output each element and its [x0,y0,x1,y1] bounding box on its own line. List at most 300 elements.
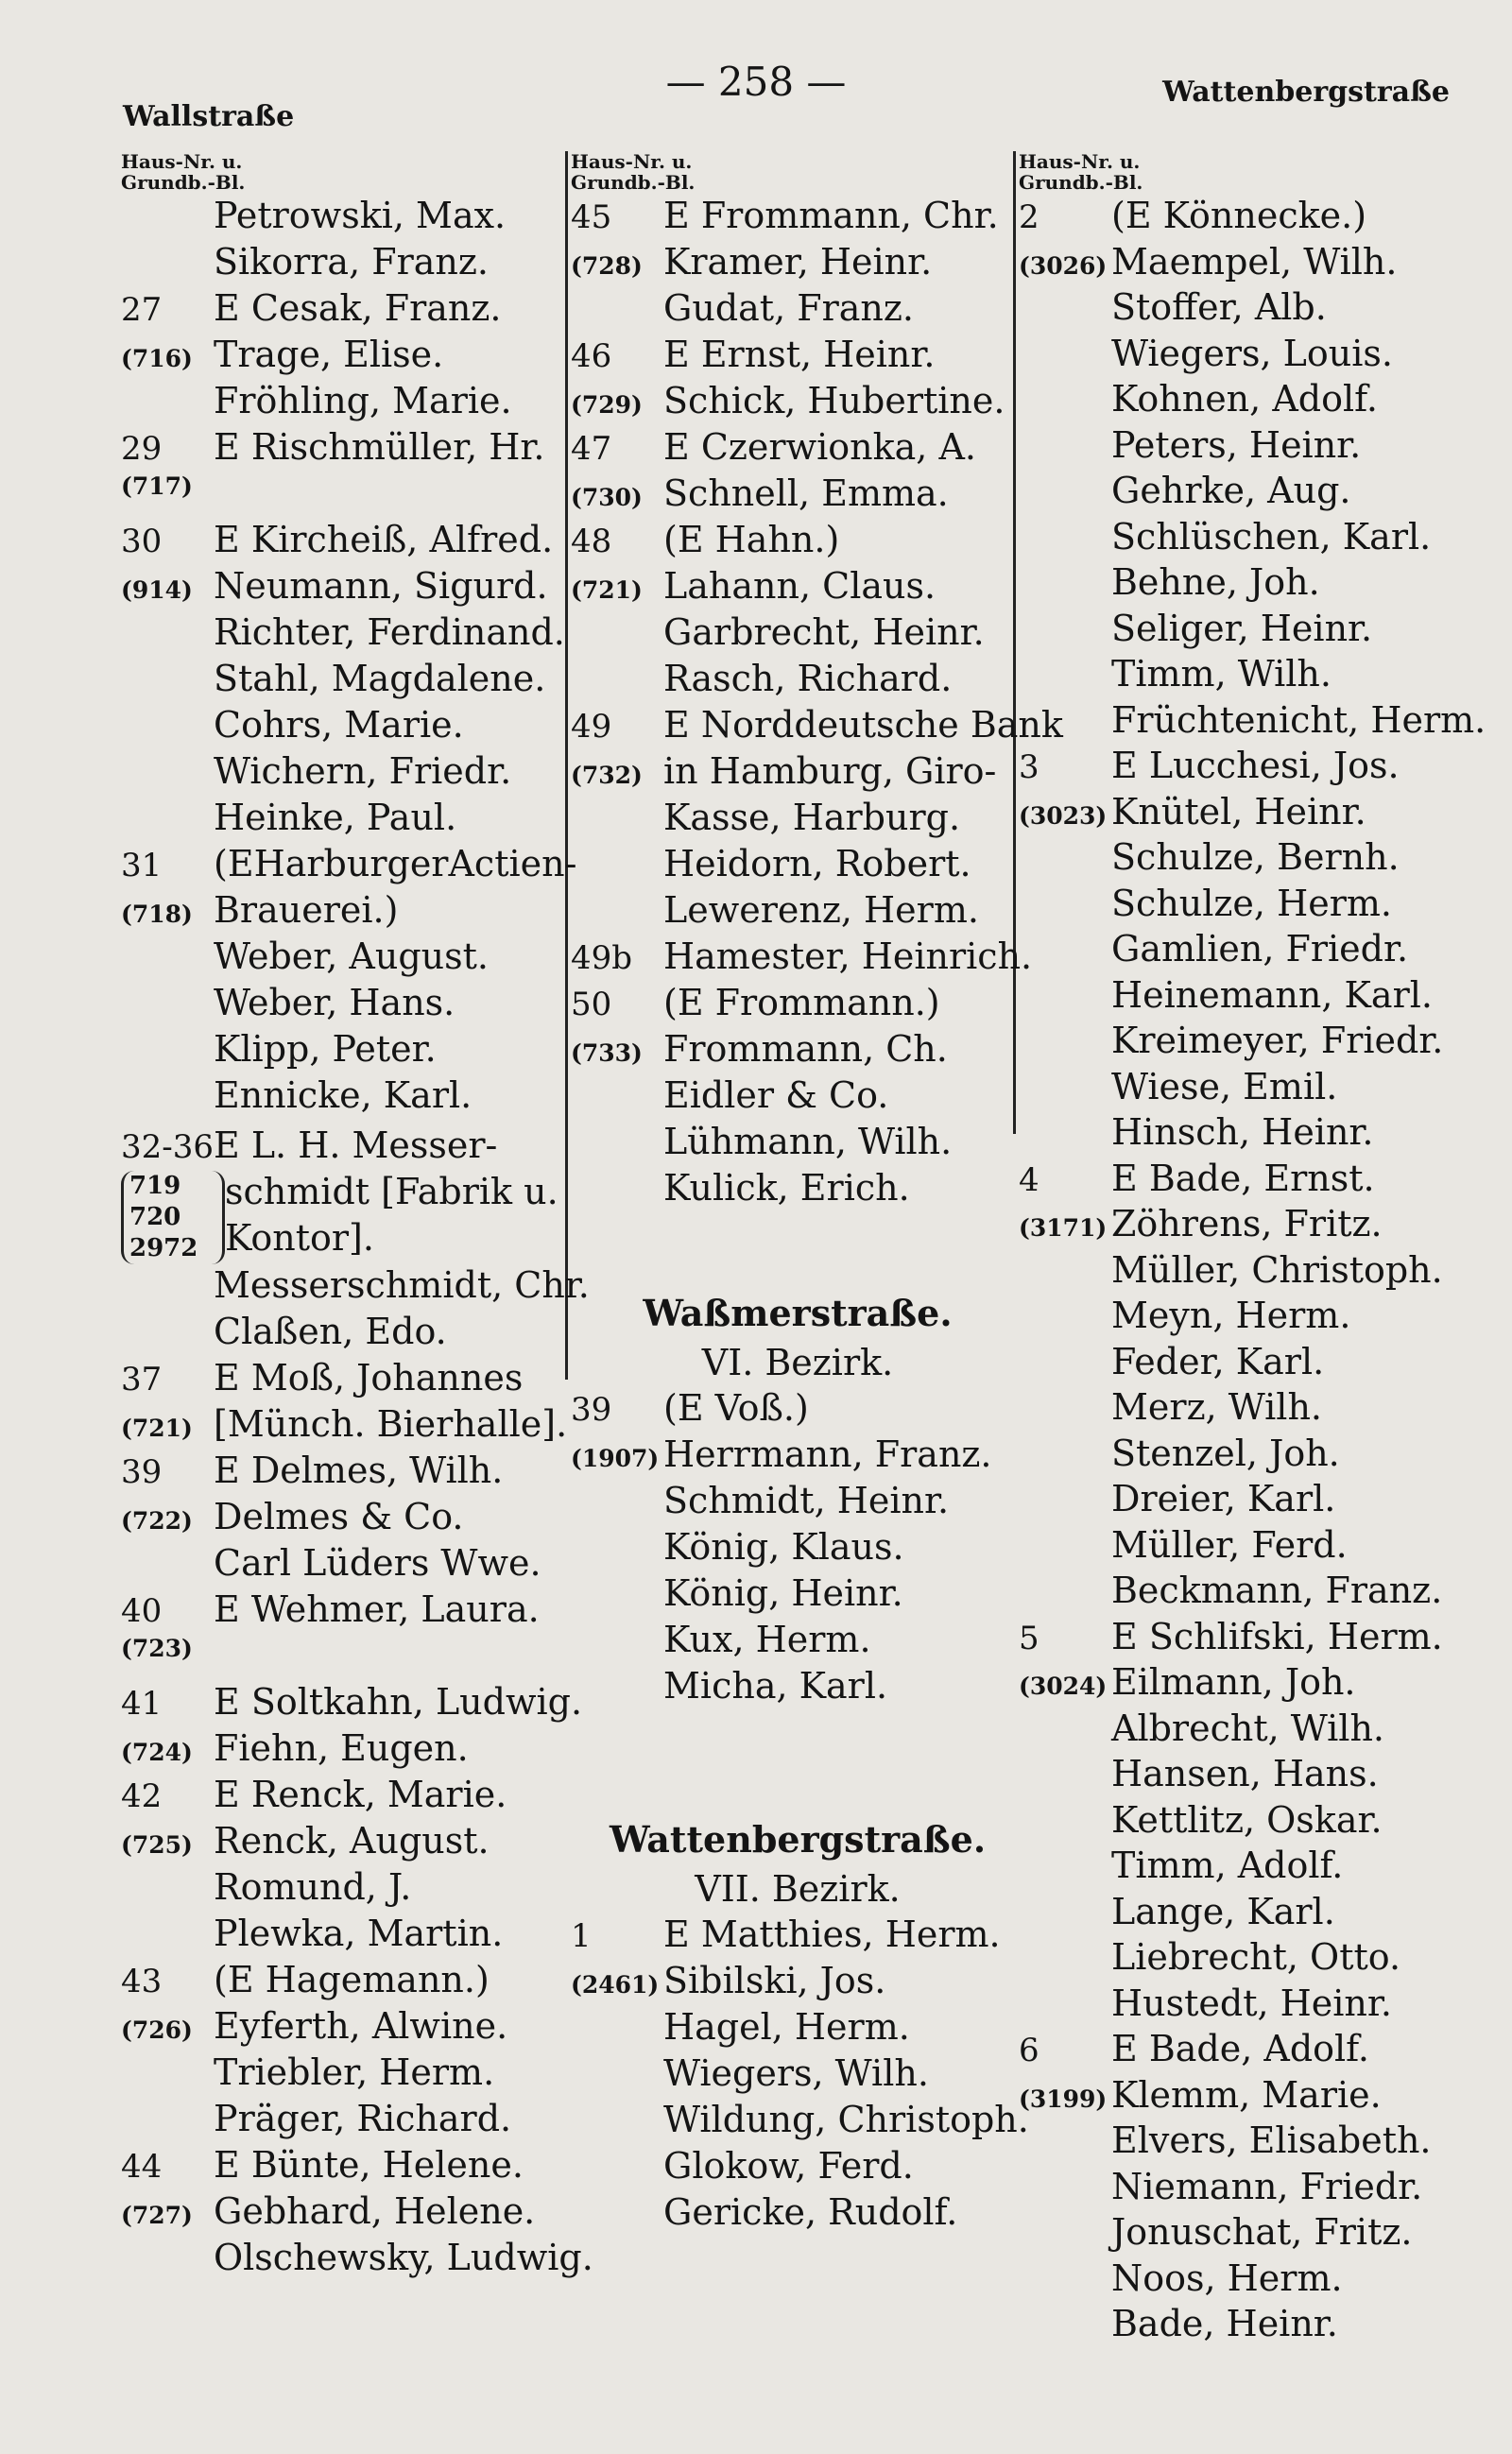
directory-entry [571,750,1024,797]
entry-text: (E Frommann.) [663,982,940,1023]
directory-entry [571,1121,1024,1167]
entry-text: Kulick, Erich. [663,1167,910,1209]
directory-entry [121,1264,590,1311]
entry-text: König, Klaus. [663,1526,904,1568]
directory-entry [571,1526,1024,1572]
entry-text: Wiegers, Wilh. [663,2052,929,2094]
directory-entry [1019,836,1510,883]
entry-text: Stoffer, Alb. [1111,286,1327,328]
entry-text: E Bünte, Helene. [214,2144,524,2186]
directory-entry [571,843,1024,889]
entry-text: Sibilski, Jos. [663,1960,886,2001]
entry-text: Gebhard, Helene. [214,2190,536,2232]
grundbuch-number: (3023) [1019,801,1108,830]
house-number: 5 [1019,1619,1040,1657]
grundbuch-number: (716) [121,345,193,372]
house-number: 49b [571,939,633,977]
house-number: 47 [571,430,612,468]
directory-entry [121,1635,575,1681]
entry-text: Carl Lüders Wwe. [214,1542,541,1584]
directory-entry [571,1387,1024,1433]
entry-text: Feder, Karl. [1111,1340,1325,1382]
entry-text: Frommann, Ch. [663,1028,948,1070]
house-number: 2 [1019,198,1040,236]
directory-entry [121,843,575,889]
entry-text: E Frommann, Chr. [663,195,999,236]
grundbuch-number: (3026) [1019,251,1108,280]
house-number: 44 [121,2148,163,2186]
entry-text: Gamlien, Friedr. [1111,928,1409,970]
entry-text: Kramer, Heinr. [663,241,933,283]
entry-text: Gericke, Rudolf. [663,2191,958,2233]
grundbuch-number: 2972 [129,1234,198,1262]
directory-entry [1019,699,1510,746]
house-number: 46 [571,337,612,375]
directory-entry [571,1074,1024,1121]
entry-text: Trage, Elise. [214,334,444,375]
directory-entry [571,519,1024,565]
house-number: 49 [571,708,612,746]
directory-entry [121,1450,575,1496]
entry-text: Eilmann, Joh. [1111,1661,1356,1703]
entry-text: Seliger, Heinr. [1111,607,1373,649]
entry-text: Timm, Wilh. [1111,653,1332,695]
column-2 [571,150,1063,2238]
entry-text: Früchtenicht, Herm. [1111,698,1486,741]
directory-entry [121,1311,575,1357]
house-number: 45 [571,198,612,236]
header-right-street: Wattenbergstraße [1162,76,1450,109]
directory-entry [1019,1249,1510,1296]
grundbuch-number: (721) [571,576,643,604]
directory-entry [121,750,575,797]
directory-entry [571,2145,1024,2191]
colhead-line2: Grundb.-Bl. [121,171,246,194]
entry-text: Dreier, Karl. [1111,1478,1336,1519]
directory-entry [571,334,1024,380]
entry-text: Liebrecht, Otto. [1111,1936,1401,1978]
directory-entry [571,2052,1024,2099]
directory-entry [121,2051,575,2098]
directory-entry [1019,1203,1510,1249]
directory-entry [121,935,575,982]
directory-entry [121,2237,593,2283]
header-left-street: Wallstraße [123,100,295,133]
column-3 [1019,151,1510,2349]
directory-entry [121,472,575,519]
directory-entry [1019,1111,1510,1158]
column-2-entries-a [571,195,1063,1213]
entry-text: Wiese, Emil. [1111,1065,1338,1107]
directory-entry [1019,2074,1510,2120]
entry-text: E Renck, Marie. [214,1774,507,1815]
directory-entry [1019,561,1510,608]
entry-text: Claßen, Edo. [214,1311,447,1352]
directory-entry [121,334,575,380]
directory-entry [571,472,1024,519]
directory-entry [121,426,575,472]
entry-text: Triebler, Herm. [214,2051,495,2093]
directory-entry [571,2191,1024,2238]
directory-entry [121,797,575,843]
entry-text: Garbrecht, Heinr. [663,611,985,653]
directory-entry [121,2098,575,2144]
grundbuch-number: (1907) [571,1445,660,1472]
grundbuch-number: (725) [121,1831,193,1859]
directory-entry [571,565,1024,611]
house-number: 39 [571,1391,612,1429]
grundbuch-number: (3171) [1019,1214,1108,1242]
entry-text: Noos, Herm. [1111,2257,1343,2299]
directory-entry [121,380,575,426]
directory-entry [1019,378,1510,424]
entry-text: Heinemann, Karl. [1111,973,1433,1016]
entry-text: Schulze, Bernh. [1111,836,1400,878]
grundbuch-number: (730) [571,484,643,511]
grundbuch-number: (718) [121,901,193,928]
directory-entry [1019,1341,1510,1387]
grundbuch-number: (726) [121,2016,193,2044]
entry-text: Kreimeyer, Friedr. [1111,1020,1444,1061]
directory-entry [571,611,1024,658]
house-number: 27 [121,291,163,329]
directory-entry [121,1588,575,1635]
entry-text: Müller, Christoph. [1111,1248,1443,1291]
directory-entry [1019,2303,1510,2349]
spacer [571,1711,1024,1815]
column-3-entries [1019,195,1510,2349]
entry-text: (E Könnecke.) [1111,195,1367,236]
directory-entry [1019,745,1510,791]
directory-entry [571,1480,1024,1526]
directory-entry [121,1913,575,1959]
entry-text: Lange, Karl. [1111,1890,1335,1932]
entry-text: Wiegers, Louis. [1111,332,1393,374]
entry-text: Heidorn, Robert. [663,843,971,884]
directory-entry [121,1542,575,1588]
directory-entry [1019,928,1510,974]
grundbuch-number: 719 [129,1172,181,1200]
house-number: 37 [121,1361,163,1399]
entry-text: Hansen, Hans. [1111,1753,1379,1794]
grundbuch-number: (727) [121,2202,193,2229]
directory-entry [571,704,1063,750]
entry-text: Stahl, Magdalene. [214,658,546,699]
entry-text: E Rischmüller, Hr. [214,426,545,468]
entry-text: (E Hagemann.) [214,1959,490,2000]
directory-entry [121,2144,575,2190]
entry-text: Gehrke, Aug. [1111,470,1351,511]
directory-entry [1019,195,1510,241]
entry-text: Kohnen, Adolf. [1111,378,1378,420]
column-2-head [571,151,1024,193]
grundbuch-number: (717) [121,472,193,500]
directory-entry [1019,470,1510,516]
entry-number: 32-36 [121,1128,215,1166]
entry-text: Micha, Karl. [663,1665,888,1707]
directory-entry [571,797,1024,843]
house-number: 40 [121,1592,163,1630]
directory-entry [1019,1433,1510,1479]
entry-text: E Delmes, Wilh. [214,1450,504,1491]
entry-text: Petrowski, Max. [214,195,507,236]
entry-text: Kontor]. [225,1217,374,1259]
directory-entry [1019,974,1510,1021]
directory-entry [121,1496,575,1542]
house-number: 4 [1019,1160,1040,1199]
directory-entry [121,611,575,658]
directory-entry [1019,516,1510,562]
grundbuch-number: (728) [571,252,643,280]
entry-text: schmidt [Fabrik u. [225,1171,558,1212]
entry-text: Heinke, Paul. [214,797,457,838]
directory-entry [121,1074,575,1121]
entry-text: Behne, Joh. [1111,561,1320,603]
directory-entry [1019,2166,1510,2212]
entry-text: Hustedt, Heinr. [1111,1982,1392,2024]
grundbuch-number: (3199) [1019,2085,1108,2113]
entry-text: Eyferth, Alwine. [214,2005,508,2047]
entry-text: Niemann, Friedr. [1111,2165,1423,2207]
grundbuch-number: (914) [121,576,193,604]
entry-text: Müller, Ferd. [1111,1523,1348,1566]
directory-entry [1019,2028,1510,2074]
directory-entry [121,287,575,334]
directory-entry [1019,883,1510,929]
directory-entry [121,241,575,287]
directory-entry [571,195,1024,241]
entry-text: Jonuschat, Fritz. [1111,2211,1413,2253]
directory-entry [121,658,575,704]
directory-entry [121,1028,575,1074]
directory-entry [121,1959,575,2005]
entry-text: Schick, Hubertine. [663,380,1005,421]
entry-text: Gudat, Franz. [663,287,914,329]
directory-entry [121,1727,575,1774]
entry-text: E Schlifski, Herm. [1111,1615,1443,1657]
house-number: 43 [121,1963,163,2000]
entry-text: Rasch, Richard. [663,658,953,699]
entry-text: Peters, Heinr. [1111,423,1362,466]
entry-text: Cohrs, Marie. [214,704,464,746]
directory-entry [1019,1845,1510,1891]
entry-text: (E Hahn.) [663,519,840,560]
entry-text: Fröhling, Marie. [214,380,512,421]
directory-entry [571,380,1024,426]
colhead-line1: Haus-Nr. u. [121,150,243,173]
directory-entry [1019,1478,1510,1524]
directory-entry [1019,1158,1510,1204]
directory-entry [1019,1570,1510,1616]
directory-entry [1019,791,1510,837]
entry-text: Wichern, Friedr. [214,750,512,792]
entry-text: Kasse, Harburg. [663,797,961,838]
directory-entry [571,1028,1024,1074]
entry-text: Hamester, Heinrich. [663,935,1033,977]
directory-entry [1019,333,1510,379]
fabrik-entry-head [121,1124,575,1171]
entry-text: E Wehmer, Laura. [214,1588,540,1630]
entry-text: E Soltkahn, Ludwig. [214,1681,583,1723]
entry-text: Knütel, Heinr. [1111,790,1366,832]
section-title-wattenbergstrasse: Wattenbergstraße. [609,1818,987,1861]
house-number: 31 [121,847,163,884]
entry-text: E Cesak, Franz. [214,287,502,329]
entry-text: E Czerwionka, A. [663,426,976,468]
fabrik-entry-body [121,1171,575,1264]
entry-text: in Hamburg, Giro- [663,750,997,792]
grundbuch-number: 720 [129,1203,181,1231]
house-number: 41 [121,1685,163,1723]
entry-text: Delmes & Co. [214,1496,464,1537]
directory-entry [571,658,1024,704]
directory-entry [121,2005,575,2051]
colhead-line2: Grundb.-Bl. [571,171,696,194]
entry-text: E Ernst, Heinr. [663,334,936,375]
directory-entry [121,1403,575,1450]
directory-entry [571,982,1024,1028]
directory-entry [121,1820,575,1866]
house-number: 29 [121,430,163,468]
entry-text: Herrmann, Franz. [663,1433,992,1475]
directory-entry [121,982,575,1028]
entry-text: Schnell, Emma. [663,472,949,514]
entry-text: Glokow, Ferd. [663,2145,914,2187]
entry-text: Maempel, Wilh. [1111,240,1398,283]
directory-entry [571,1433,1024,1480]
entry-text: Olschewsky, Ludwig. [214,2237,593,2278]
directory-entry [1019,2211,1510,2257]
fabrik-text [225,1171,558,1263]
colhead-line1: Haus-Nr. u. [571,150,693,173]
directory-entry [571,426,1024,472]
entry-text: Plewka, Martin. [214,1913,504,1954]
directory-entry [1019,1982,1510,2029]
entry-text: Romund, J. [214,1866,412,1908]
directory-entry [571,1960,1024,2006]
directory-entry [571,889,1024,935]
directory-entry [571,1619,1024,1665]
entry-text: [Münch. Bierhalle]. [214,1403,568,1445]
directory-entry [571,241,1024,287]
section-title-wassmerstrasse: Waßmerstraße. [643,1292,953,1334]
directory-entry [571,1167,1024,1213]
grundbuch-number: (721) [121,1415,193,1442]
section-bezirk-vi: VI. Bezirk. [701,1342,894,1383]
directory-entry [1019,1616,1510,1662]
column-2-entries-b [571,1387,1024,1711]
grundbuch-number: (729) [571,391,643,419]
grundbuch-number: (732) [571,762,643,789]
column-1-head [121,151,575,193]
entry-text: Weber, Hans. [214,982,455,1023]
page-number: — 258 — [665,59,847,105]
directory-entry [1019,1661,1510,1708]
directory-entry [571,2099,1029,2145]
directory-entry [121,519,575,565]
entry-text: Stenzel, Joh. [1111,1432,1340,1474]
directory-entry [1019,241,1510,287]
entry-text: Kettlitz, Oskar. [1111,1798,1383,1841]
entry-text: Schulze, Herm. [1111,882,1392,924]
grundbuch-number: (724) [121,1739,193,1766]
entry-text: Fiehn, Eugen. [214,1727,469,1769]
directory-entry [121,889,575,935]
entry-text: Lewerenz, Herm. [663,889,979,931]
directory-entry [121,704,575,750]
directory-entry [121,565,575,611]
entry-text: Albrecht, Wilh. [1111,1707,1385,1749]
directory-entry [121,1357,575,1403]
column-1-entries-b [121,1264,593,2283]
entry-text: Präger, Richard. [214,2098,512,2139]
directory-entry [121,1774,575,1820]
directory-entry [121,195,575,241]
house-number: 48 [571,523,612,560]
entry-text: Elvers, Elisabeth. [1111,2119,1432,2161]
entry-text: E Kircheiß, Alfred. [214,519,554,560]
grundbuch-number: (733) [571,1039,643,1067]
directory-entry [1019,1891,1510,1937]
entry-text: Eidler & Co. [663,1074,889,1116]
directory-entry [571,287,1024,334]
entry-text: E Bade, Ernst. [1111,1157,1375,1199]
grundbuch-number: (3024) [1019,1673,1108,1700]
directory-entry [1019,653,1510,699]
entry-text: Bade, Heinr. [1111,2303,1338,2344]
entry-text: Kux, Herm. [663,1619,871,1660]
house-number: 42 [121,1777,163,1815]
grundbuch-number: (723) [121,1635,193,1662]
entry-text: König, Heinr. [663,1572,903,1614]
column-3-head [1019,151,1510,193]
house-number: 50 [571,986,612,1023]
directory-entry [1019,424,1510,471]
directory-entry [121,1866,575,1913]
house-number: 39 [121,1453,163,1491]
entry-text: Sikorra, Franz. [214,241,489,283]
directory-entry [1019,1708,1510,1754]
entry-text: E Norddeutsche Bank [663,704,1063,746]
entry-text: E Bade, Adolf. [1111,2028,1369,2069]
column-1-entries-a [121,195,575,1121]
entry-text: Timm, Adolf. [1111,1845,1344,1886]
directory-entry [571,1913,1024,1960]
entry-text: Meyn, Herm. [1111,1295,1351,1336]
page-header [0,59,1512,133]
directory-entry [1019,2119,1510,2166]
directory-entry [1019,1936,1510,1982]
directory-entry [121,1681,583,1727]
entry-text: Schlüschen, Karl. [1111,515,1432,558]
entry-text: E Moß, Johannes [214,1357,524,1399]
colhead-line1: Haus-Nr. u. [1019,150,1141,173]
entry-text: Klipp, Peter. [214,1028,437,1070]
directory-entry [571,1665,1024,1711]
entry-text: Neumann, Sigurd. [214,565,548,607]
directory-entry [121,2190,575,2237]
entry-text: E L. H. Messer- [214,1124,498,1166]
directory-entry [1019,1386,1510,1433]
directory-entry [1019,1295,1510,1341]
directory-entry [1019,608,1510,654]
entry-text: Messerschmidt, Chr. [214,1264,590,1306]
directory-entry [1019,286,1510,333]
house-number: 1 [571,1917,592,1955]
entry-text: Richter, Ferdinand. [214,611,565,653]
house-number: 30 [121,523,163,560]
entry-text: Merz, Wilh. [1111,1386,1322,1428]
